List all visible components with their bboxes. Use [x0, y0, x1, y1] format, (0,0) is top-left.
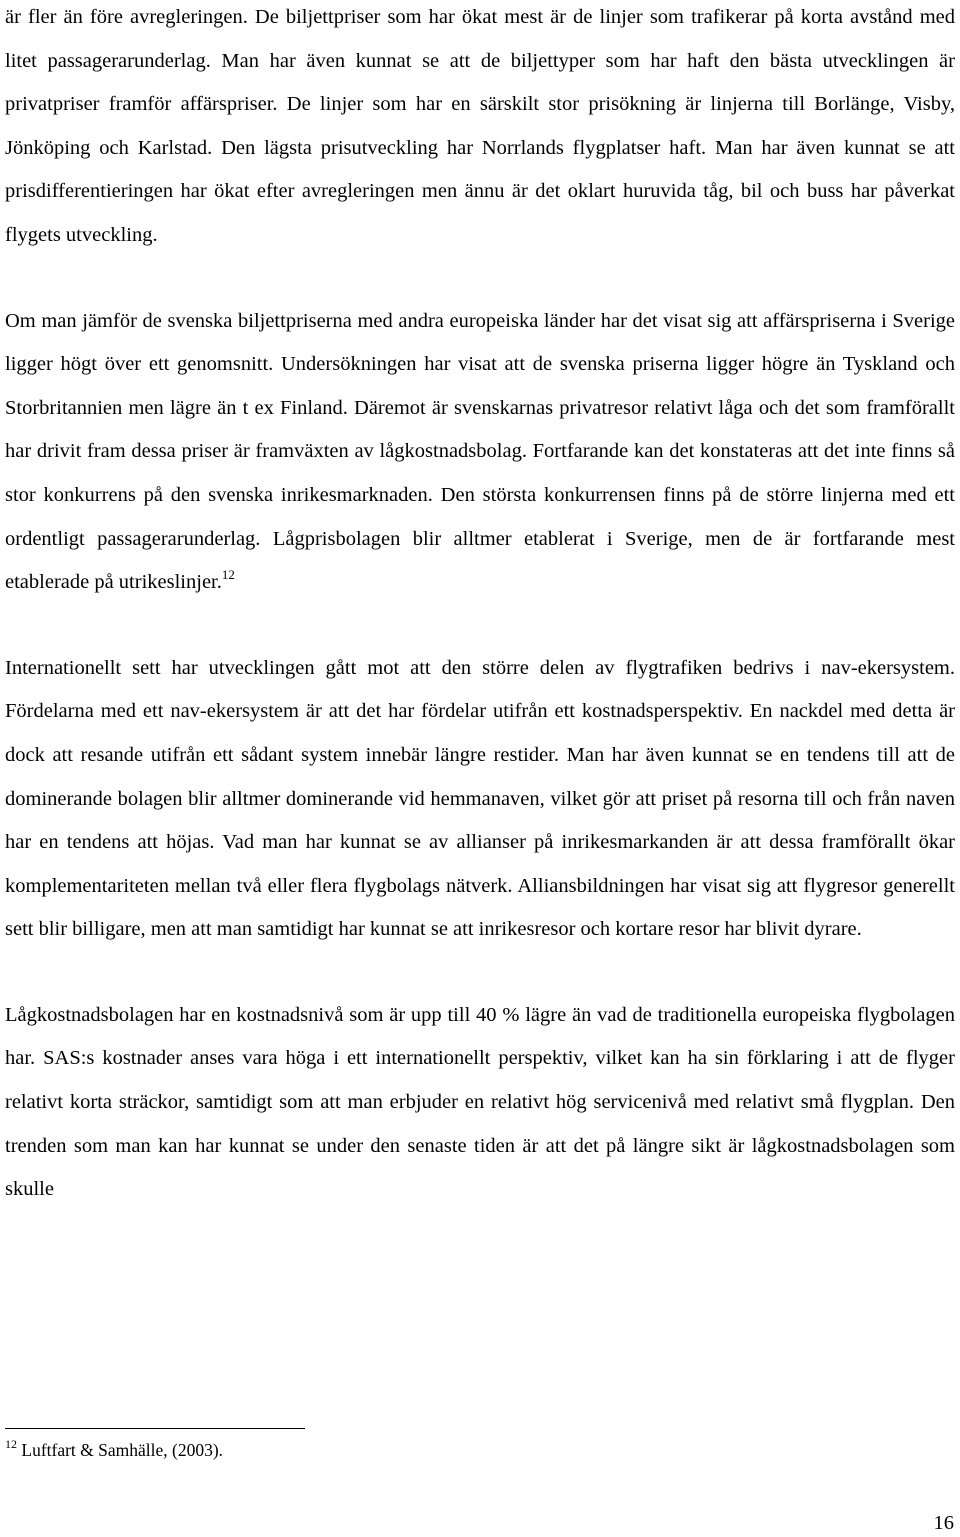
paragraph-4: [5, 994, 955, 1212]
paragraph-2-text: Om man jämför de svenska biljettpriserna med andra europeiska länder har det visat sig att affärspriserna i Sverige ligger högt över ett genomsnitt. Undersökningen har visat att de svenska priserna ligger högre än Tyskland och Storbritannien men lägre än t ex Finland. Däremot är svenskarnas privatresor relativt låga och det som framförallt har drivit fram dessa priser är framväxten av lågkostnadsbolag. Fortfarande kan det konstateras att det inte finns så stor konkurrens på den svenska inrikesmarknaden. Den största konkurrensen finns på de större linjerna med ett ordentligt passagerarunderlag. Lågprisbolagen blir alltmer etablerat i Sverige, men de är fortfarande mest etablerade på utrikeslinjer.: [5, 309, 955, 594]
paragraph-3: [5, 647, 955, 952]
footnote: [5, 1436, 223, 1464]
footnote-text: Luftfart & Samhälle, (2003).: [21, 1440, 224, 1460]
paragraph-2: [5, 300, 955, 605]
document-page: [5, 0, 955, 1212]
footnote-reference: 12: [221, 567, 235, 583]
footnote-separator: [5, 1428, 305, 1429]
paragraph-1-text: är fler än före avregleringen. De biljettpriser som har ökat mest är de linjer som trafikerar på korta avstånd med litet passagerarunderlag. Man har även kunnat se att de biljettyper som har haft den bästa utvecklingen är privatpriser framför affärspriser. De linjer som har en särskilt stor prisökning är linjerna till Borlänge, Visby, Jönköping och Karlstad. Den lägsta prisutveckling har Norrlands flygplatser haft. Man har även kunnat se att prisdifferentieringen har ökat efter avregleringen men ännu är det oklart huruvida tåg, bil och buss har påverkat flygets utveckling.: [5, 6, 955, 246]
paragraph-4-text: Lågkostnadsbolagen har en kostnadsnivå som är upp till 40 % lägre än vad de traditionella europeiska flygbolagen har. SAS:s kostnader anses vara höga i ett internationellt perspektiv, vilket kan ha sin förklaring i att de flyger relativt korta sträckor, samtidigt som att man erbjuder en relativt hög servicenivå med relativt små flygplan. Den trenden som man kan har kunnat se under den senaste tiden är att det på längre sikt är lågkostnadsbolagen som skulle: [5, 1003, 955, 1201]
page-number: 16: [933, 1512, 954, 1534]
paragraph-1: [5, 0, 955, 258]
paragraph-3-text: Internationellt sett har utvecklingen gått mot att den större delen av flygtrafiken bedrivs i nav-ekersystem. Fördelarna med ett nav-ekersystem är att det har fördelar utifrån ett kostnadsperspektiv. En nackdel med detta är dock att resande utifrån ett sådant system innebär längre restider. Man har även kunnat se en tendens till att de dominerande bolagen blir alltmer dominerande vid hemmanaven, vilket gör att priset på resorna till och från naven har en tendens att höjas. Vad man har kunnat se av allianser på inrikesmarkanden är att dessa framförallt ökar komplementariteten mellan två eller flera flygbolags nätverk. Alliansbildningen har visat sig att flygresor generellt sett blir billigare, men att man samtidigt har kunnat se att inrikesresor och kortare resor har blivit dyrare.: [5, 656, 955, 941]
footnote-number: 12: [5, 1437, 17, 1451]
